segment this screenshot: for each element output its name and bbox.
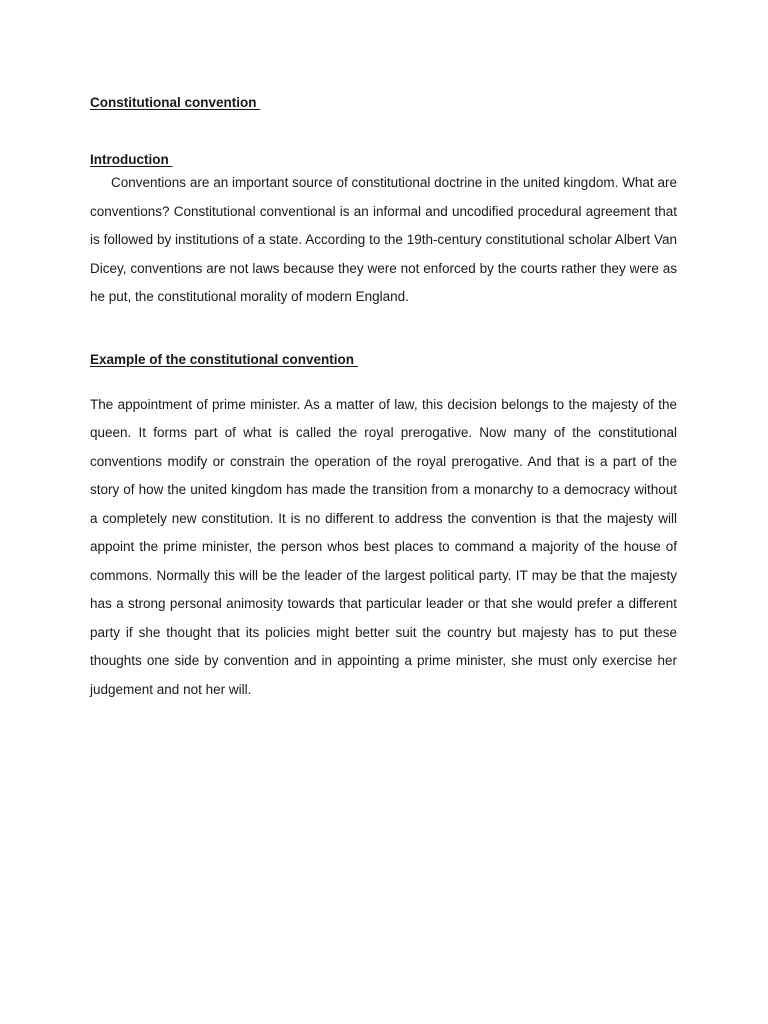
document-page (90, 93, 677, 704)
section-paragraph-introduction: Conventions are an important source of constitutional doctrine in the united kingdom. What are conventions? Constitutional conventional is an informal and uncodified procedural agreement that is followed by institutions of a state. According to the 19th-century constitutional scholar Albert Van Dicey, conventions are not laws because they were not enforced by the courts rather they were as he put, the constitutional morality of modern England. (90, 175, 677, 304)
section-heading-example: Example of the constitutional convention (90, 351, 358, 367)
section-heading-introduction: Introduction (90, 152, 173, 167)
section-paragraph-example: The appointment of prime minister. As a matter of law, this decision belongs to the majesty of the queen. It forms part of what is called the royal prerogative. Now many of the constitutional conventions modify or constrain the operation of the royal prerogative. And that is a part of the story of how the united kingdom has made the transition from a monarchy to a democracy without a completely new constitution. It is no different to address the convention is that the majesty will appoint the prime minister, the person whos best places to command a majority of the house of commons. Normally this will be the leader of the largest political party. IT may be that the majesty has a strong personal animosity towards that particular leader or that she would prefer a different party if she thought that its policies might better suit the country but majesty has to put these thoughts one side by convention and in appointing a prime minister, she must only exercise her judgement and not her will. (90, 396, 677, 697)
document-title: Constitutional convention (90, 95, 261, 110)
